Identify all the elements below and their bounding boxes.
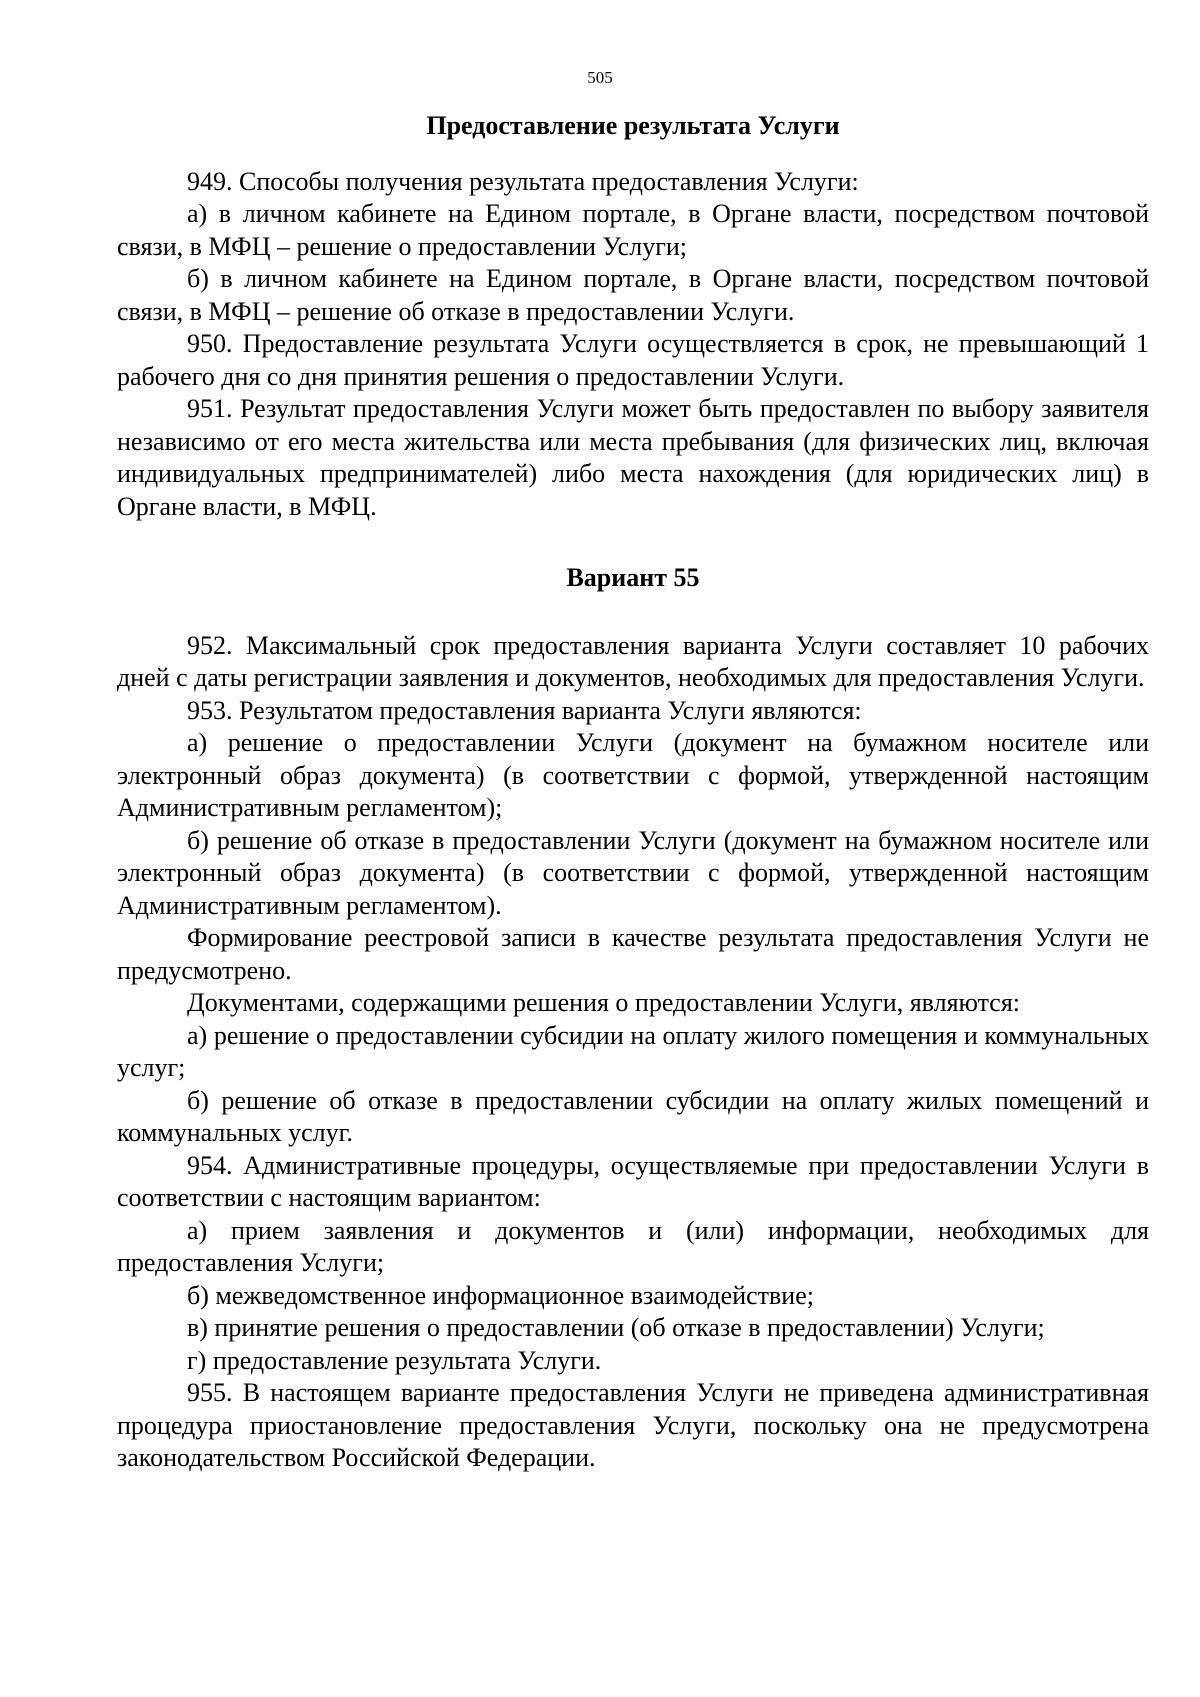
paragraph-registry-record: Формирование реестровой записи в качестве результата предоставления Услуги не предусмотрено.: [117, 923, 1149, 985]
paragraph-953-b: б) решение об отказе в предоставлении Услуги (документ на бумажном носителе или электронный образ документа) (в соответствии с формой, утвержденной настоящим Административным регламентом).: [117, 825, 1149, 920]
paragraph-decision-documents: Документами, содержащими решения о предоставлении Услуги, являются:: [187, 988, 1021, 1017]
paragraph-954-b: б) межведомственное информационное взаимодействие;: [187, 1280, 814, 1310]
paragraph-decision-documents-a: а) решение о предоставлении субсидии на оплату жилого помещения и коммунальных услуг;: [117, 1020, 1149, 1082]
paragraph-955: 955. В настоящем варианте предоставления Услуги не приведена административная процедура приостановление предоставления Услуги, поскольку она не предусмотрена законодательством Российской Федерации.: [117, 1378, 1149, 1472]
paragraph-954-g: г) предоставление результата Услуги.: [187, 1345, 602, 1375]
paragraph-decision-documents-b: б) решение об отказе в предоставлении субсидии на оплату жилых помещений и коммунальных услуг.: [117, 1085, 1149, 1147]
paragraph-954-a: а) прием заявления и документов и (или) информации, необходимых для предоставления Услуги;: [117, 1215, 1149, 1277]
paragraph-950: 950. Предоставление результата Услуги осуществляется в срок, не превышающий 1 рабочего дня со дня принятия решения о предоставлении Услуги.: [117, 329, 1149, 391]
paragraph-953: 953. Результатом предоставления варианта Услуги являются:: [187, 695, 862, 725]
paragraph-953-a: а) решение о предоставлении Услуги (документ на бумажном носителе или электронный образ документа) (в соответствии с формой, утвержденной настоящим Административным регламентом);: [117, 728, 1149, 822]
section-heading-result: Предоставление результата Услуги: [426, 111, 840, 140]
document-body: [117, 110, 1149, 1475]
section-heading-variant-55: Вариант 55: [566, 563, 700, 592]
paragraph-949-a: а) в личном кабинете на Едином портале, в Органе власти, посредством почтовой связи, в МФЦ – решение о предоставлении Услуги;: [117, 199, 1149, 261]
page-number: 505: [587, 68, 613, 87]
paragraph-954: 954. Административные процедуры, осуществляемые при предоставлении Услуги в соответствии с настоящим вариантом:: [117, 1150, 1149, 1212]
paragraph-949-b: б) в личном кабинете на Едином портале, в Органе власти, посредством почтовой связи, в МФЦ – решение об отказе в предоставлении Услуги.: [117, 264, 1149, 326]
paragraph-954-v: в) принятие решения о предоставлении (об отказе в предоставлении) Услуги;: [187, 1313, 1045, 1342]
paragraph-949: 949. Способы получения результата предоставления Услуги:: [187, 166, 859, 196]
paragraph-952: 952. Максимальный срок предоставления варианта Услуги составляет 10 рабочих дней с даты регистрации заявления и документов, необходимых для предоставления Услуги.: [117, 630, 1149, 692]
paragraph-951: 951. Результат предоставления Услуги может быть предоставлен по выбору заявителя независимо от его места жительства или места пребывания (для физических лиц, включая индивидуальных предпринимателей) либо места нахождения (для юридических лиц) в Органе власти, в МФЦ.: [117, 394, 1149, 521]
